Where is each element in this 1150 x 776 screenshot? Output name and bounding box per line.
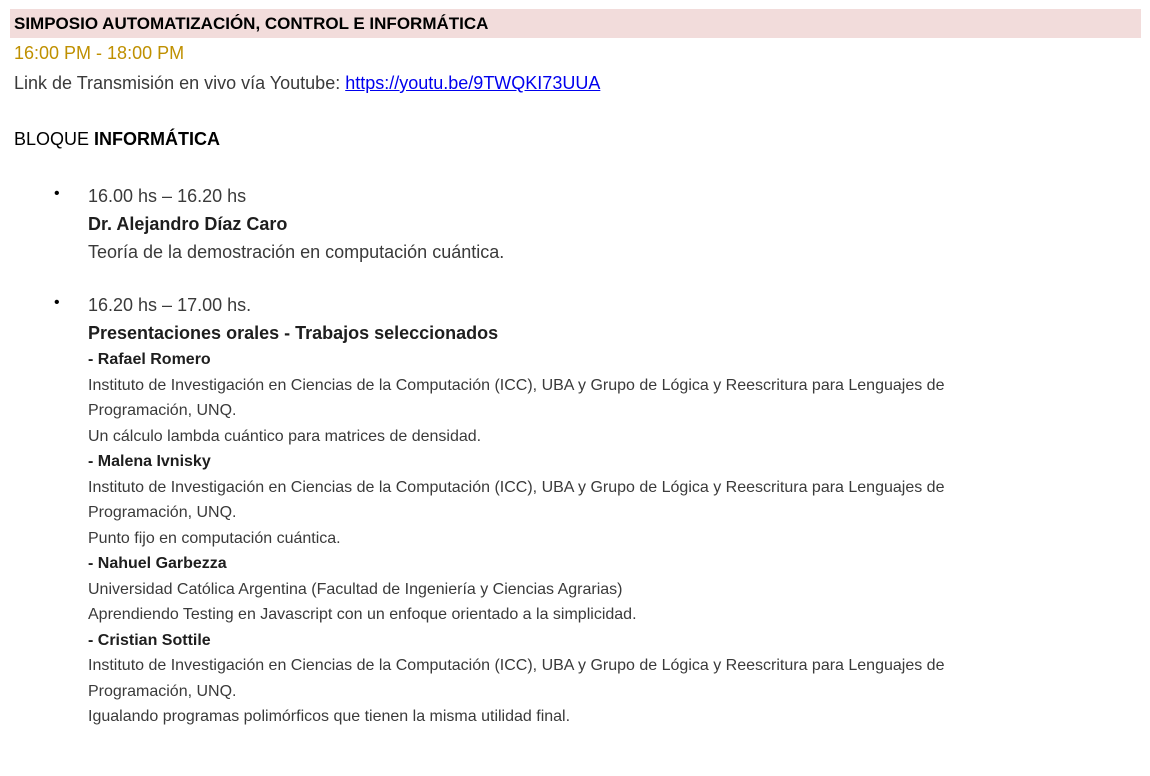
presentation-title: Un cálculo lambda cuántico para matrices de densidad. [88, 427, 482, 445]
session-keynote [88, 182, 1128, 266]
presentation-item [88, 551, 1128, 628]
session-talk-title: Teoría de la demostración en computación cuántica. [88, 242, 505, 262]
youtube-link[interactable]: https://youtu.be/9TWQKI73UUA [345, 73, 601, 93]
presenter-institution: Instituto de Investigación en Ciencias de la Computación (ICC), UBA y Grupo de Lógica y Reescritura para Lenguajes de Programación, UNQ. [88, 478, 945, 521]
bullet-icon: • [54, 294, 60, 311]
presentation-item [88, 347, 1128, 449]
presenter-institution: Instituto de Investigación en Ciencias de la Computación (ICC), UBA y Grupo de Lógica y Reescritura para Lenguajes de Programación, UNQ. [88, 376, 945, 419]
presenter-institution: Instituto de Investigación en Ciencias de la Computación (ICC), UBA y Grupo de Lógica y Reescritura para Lenguajes de Programación, UNQ. [88, 657, 945, 700]
presenter-name: - Cristian Sottile [88, 631, 211, 649]
presenter-name: - Malena Ivnisky [88, 453, 211, 470]
presentation-item [88, 628, 1128, 730]
presenter-institution: Universidad Católica Argentina (Facultad de Ingeniería y Ciencias Agrarias) [88, 580, 623, 598]
bullet-icon: • [54, 185, 60, 202]
presenter-name: - Rafael Romero [88, 351, 211, 368]
presentation-item [88, 449, 1128, 551]
block-heading [14, 127, 220, 151]
presentation-title: Igualando programas polimórficos que tienen la misma utilidad final. [88, 708, 571, 725]
time-range: 16:00 PM - 18:00 PM [14, 43, 185, 63]
block-prefix: BLOQUE [14, 129, 95, 149]
symposium-title: SIMPOSIO AUTOMATIZACIÓN, CONTROL E INFORMÁTICA [10, 9, 1141, 38]
block-name: INFORMÁTICA [94, 129, 221, 149]
stream-info [14, 71, 600, 95]
presentation-title: Punto fijo en computación cuántica. [88, 529, 341, 547]
presenter-name: - Nahuel Garbezza [88, 555, 227, 572]
session-heading: Presentaciones orales - Trabajos seleccionados [88, 323, 499, 343]
session-speaker: Dr. Alejandro Díaz Caro [88, 214, 288, 234]
session-time: 16.00 hs – 16.20 hs [88, 186, 247, 206]
presentation-title: Aprendiendo Testing en Javascript con un enfoque orientado a la simplicidad. [88, 606, 637, 623]
session-time: 16.20 hs – 17.00 hs. [88, 295, 252, 315]
stream-label: Link de Transmisión en vivo vía Youtube: [14, 73, 346, 93]
session-oral-presentations [88, 291, 1128, 730]
